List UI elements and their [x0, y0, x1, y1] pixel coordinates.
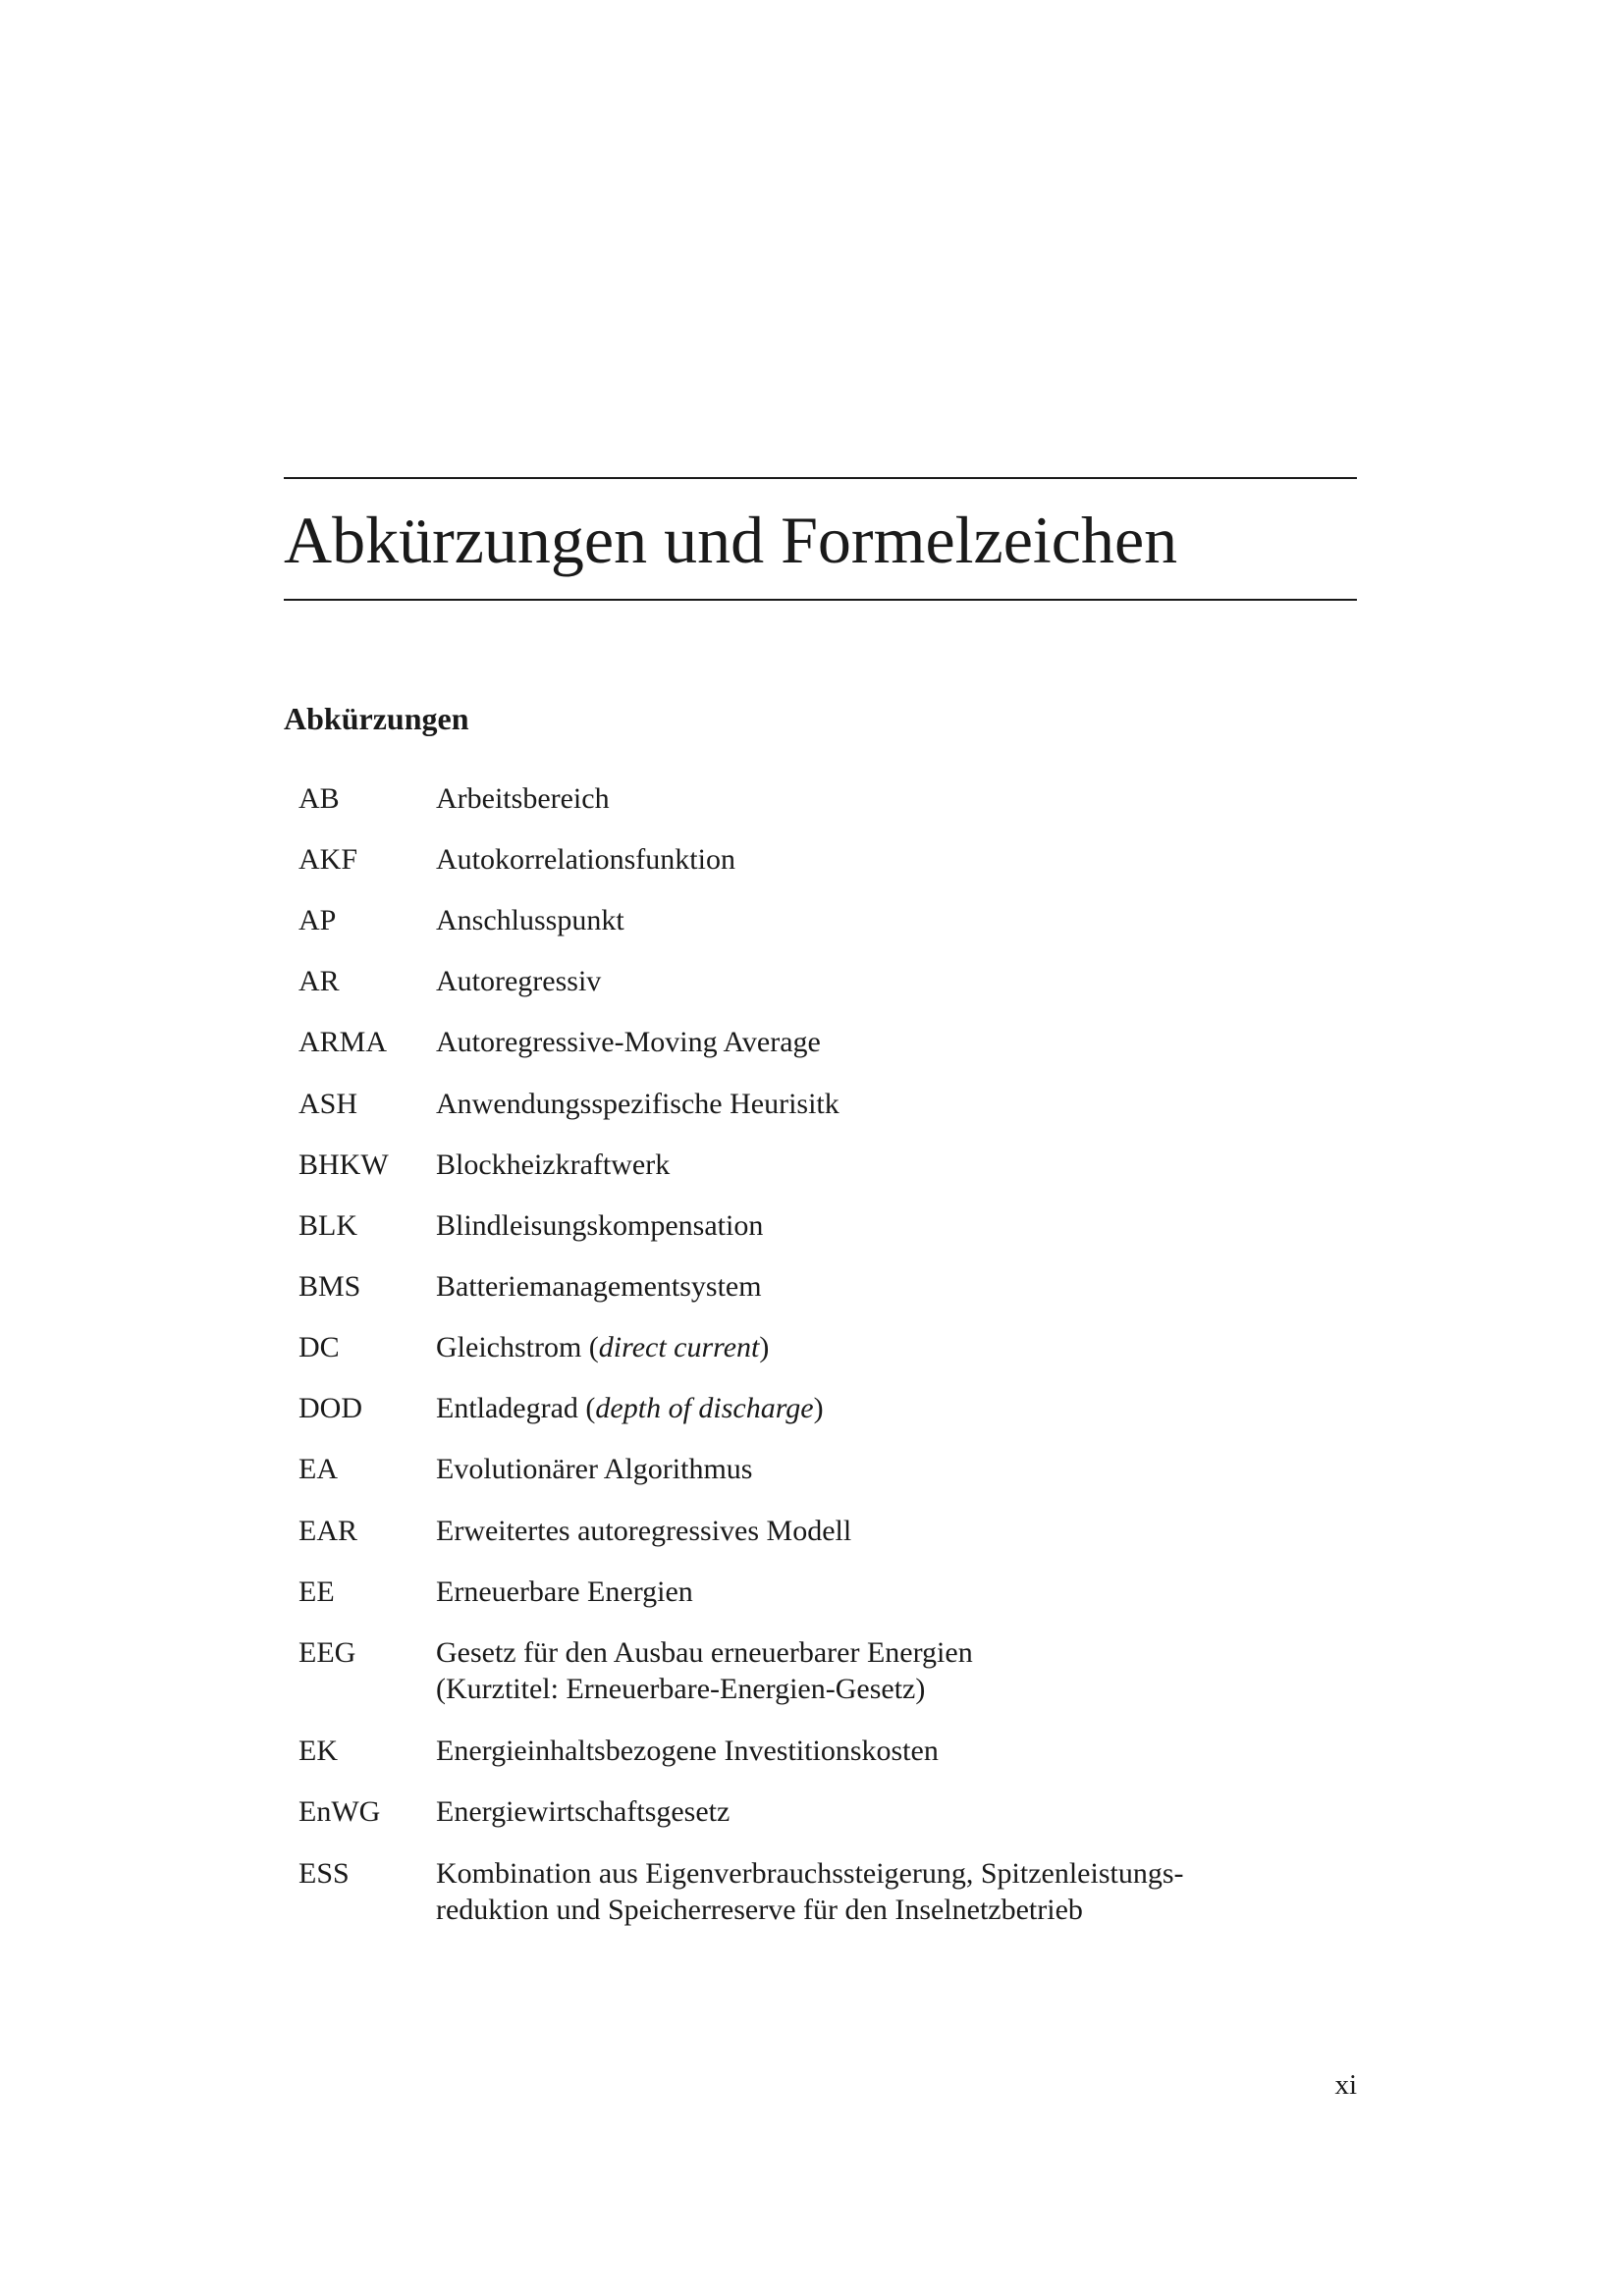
- abbreviation-definition: [436, 1574, 1320, 1610]
- definition-line: (Kurztitel: Erneuerbare-Energien-Gesetz): [436, 1673, 926, 1705]
- abbreviation-code: DOD: [298, 1392, 362, 1424]
- abbreviation-code: AP: [298, 904, 337, 936]
- abbreviation-definition: [436, 1855, 1320, 1928]
- abbreviation-code: BLK: [298, 1209, 357, 1242]
- abbreviation-definition: [436, 1390, 1320, 1426]
- abbreviation-definition: [436, 1086, 1320, 1122]
- definition-text: ): [759, 1331, 770, 1363]
- abbreviation-definition: [436, 963, 1320, 999]
- abbreviation-definition: [436, 1793, 1320, 1830]
- definition-line: Autoregressiv: [436, 965, 602, 997]
- definition-line: Arbeitsbereich: [436, 782, 610, 815]
- definition-line: Anwendungsspezifische Heurisitk: [436, 1088, 839, 1120]
- abbreviation-code: ARMA: [298, 1026, 388, 1058]
- abbreviation-definition: [436, 1268, 1320, 1305]
- abbreviation-code: EA: [298, 1453, 338, 1485]
- abbreviation-code: AKF: [298, 843, 358, 876]
- abbreviation-definition: [436, 841, 1320, 878]
- abbreviation-definition: [436, 1147, 1320, 1183]
- definition-line: [436, 1329, 1320, 1365]
- definition-text: Entladegrad (: [436, 1392, 596, 1424]
- abbreviation-code: BHKW: [298, 1148, 389, 1181]
- abbreviation-definition: [436, 1329, 1320, 1365]
- definition-text: ): [813, 1392, 824, 1424]
- definition-text: Gleichstrom (: [436, 1331, 599, 1363]
- definition-line: Gesetz für den Ausbau erneuerbarer Energien: [436, 1636, 973, 1669]
- abbreviation-code: DC: [298, 1331, 340, 1363]
- chapter-title: Abkürzungen und Formelzeichen: [284, 503, 1178, 577]
- definition-line: Kombination aus Eigenverbrauchssteigerung, Spitzenleistungs-: [436, 1857, 1184, 1890]
- definition-line: Autokorrelationsfunktion: [436, 843, 735, 876]
- section-heading: Abkürzungen: [284, 701, 469, 736]
- definition-line: reduktion und Speicherreserve für den Inselnetzbetrieb: [436, 1894, 1083, 1926]
- abbreviation-code: EK: [298, 1735, 338, 1767]
- abbreviation-definition: [436, 1207, 1320, 1244]
- definition-english-term: direct current: [598, 1331, 760, 1363]
- abbreviation-definition: [436, 780, 1320, 817]
- definition-line: Energieinhaltsbezogene Investitionskosten: [436, 1735, 939, 1767]
- abbreviation-definition: [436, 1513, 1320, 1549]
- definition-line: Erneuerbare Energien: [436, 1575, 693, 1608]
- abbreviation-code: AR: [298, 965, 340, 997]
- abbreviation-code: EE: [298, 1575, 335, 1608]
- abbreviation-definition: [436, 1634, 1320, 1707]
- abbreviation-definition: [436, 1451, 1320, 1487]
- abbreviation-code: ESS: [298, 1857, 350, 1890]
- abbreviation-code: EnWG: [298, 1795, 381, 1828]
- definition-line: Batteriemanagementsystem: [436, 1270, 762, 1303]
- definition-line: Anschlusspunkt: [436, 904, 624, 936]
- definition-english-term: depth of discharge: [595, 1392, 814, 1424]
- abbreviation-code: EAR: [298, 1515, 357, 1547]
- abbreviation-code: EEG: [298, 1636, 356, 1669]
- definition-line: Evolutionärer Algorithmus: [436, 1453, 753, 1485]
- definition-line: Energiewirtschaftsgesetz: [436, 1795, 731, 1828]
- abbreviation-code: BMS: [298, 1270, 361, 1303]
- page-number: xi: [1334, 2069, 1357, 2101]
- definition-line: Blockheizkraftwerk: [436, 1148, 671, 1181]
- abbreviation-code: ASH: [298, 1088, 358, 1120]
- abbreviation-definition: [436, 1024, 1320, 1060]
- definition-line: Erweitertes autoregressives Modell: [436, 1515, 852, 1547]
- abbreviation-definition: [436, 1733, 1320, 1769]
- definition-line: Autoregressive-Moving Average: [436, 1026, 821, 1058]
- definition-line: [436, 1390, 1320, 1426]
- abbreviation-list: [298, 0, 1359, 2296]
- abbreviation-code: AB: [298, 782, 340, 815]
- definition-line: Blindleisungskompensation: [436, 1209, 764, 1242]
- abbreviation-definition: [436, 902, 1320, 938]
